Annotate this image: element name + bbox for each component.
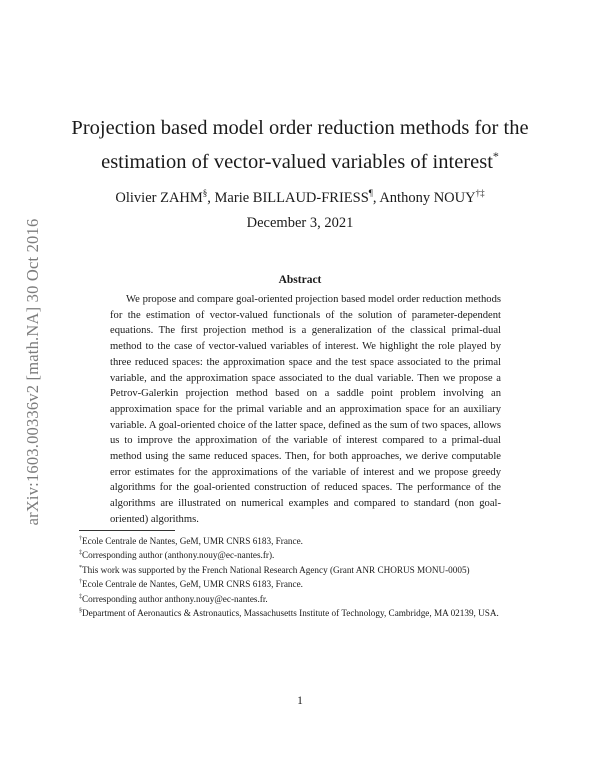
title-line-1: Projection based model order reduction methods for the <box>71 117 529 139</box>
title-line-2: estimation of vector-valued variables of interest <box>101 150 493 173</box>
abstract-heading: Abstract <box>278 274 322 286</box>
footnote: †Ecole Centrale de Nantes, GeM, UMR CNRS 6183, France. <box>79 536 303 547</box>
page-number: 1 <box>297 695 303 707</box>
footnote: †Ecole Centrale de Nantes, GeM, UMR CNRS 6183, France. <box>79 579 303 590</box>
footnote-divider <box>79 530 175 531</box>
author: Anthony NOUY†‡ <box>379 188 485 206</box>
footnote-list <box>79 533 523 620</box>
paper-title <box>60 114 540 176</box>
abstract-text: We propose and compare goal-oriented projection based model order reduction methods for the estimation of vector-valued functionals of the solution of parameter-dependent equations. The first projection method is a generalization of the classical primal-dual method to the case of vector-valued variables of interest. We highlight the role played by three reduced spaces: the approximation space and the test space associated to the primal variable, and the approximation space associated to the dual variable. Then we propose a Petrov-Galerkin projection method based on a saddle point problem involving an approximation space for the primal variable and an approximation space for an auxiliary variable. A goal-oriented choice of the latter space, defined as the sum of two spaces, allows us to improve the approximation of the variable of interest compared to a primal-dual method using the same reduced spaces. Then, for both approaches, we derive computable error estimates for the approximations of the variable of interest and we propose greedy algorithms for the goal-oriented construction of reduced spaces. The performance of the algorithms are illustrated on numerical examples and compared to standard (non goal-oriented) algorithms. <box>110 294 501 525</box>
author: Marie BILLAUD-FRIESS¶, <box>214 188 380 206</box>
title-footnote-mark: * <box>492 149 499 163</box>
arxiv-identifier-stamp[interactable]: arXiv:1603.00336v2 [math.NA] 30 Oct 2016 <box>23 218 42 526</box>
footnote: *This work was supported by the French National Research Agency (Grant ANR CHORUS MONU-0005) <box>79 564 470 575</box>
footnote: ‡Corresponding author (anthony.nouy@ec-nantes.fr). <box>79 550 275 561</box>
author: Olivier ZAHM§, <box>115 188 215 206</box>
footnote: ‡Corresponding author anthony.nouy@ec-nantes.fr. <box>79 593 268 604</box>
author-list <box>60 184 540 207</box>
footnote: §Department of Aeronautics & Astronautics, Massachusetts Institute of Technology, Cambridge, MA 02139, USA. <box>79 608 499 619</box>
publication-date: December 3, 2021 <box>246 215 354 231</box>
